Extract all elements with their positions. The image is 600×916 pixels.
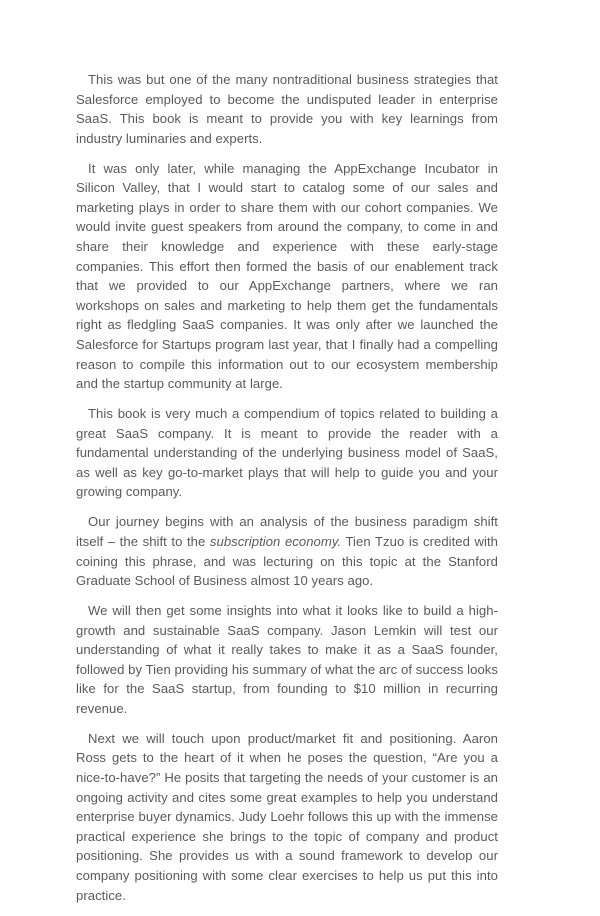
page-body <box>76 70 498 916</box>
paragraph-product-market-fit: Next we will touch upon product/market fit and positioning. Aaron Ross gets to the heart of it when he poses the question, “Are you a nice-to-have?” He posits that targeting the needs of your customer is an ongoing activity and cites some great examples to help you understand enterprise buyer dynamics. Judy Loehr follows this up with the immense practical experience she brings to the topic of company and product positioning. She provides us with a sound framework to develop our company positioning with some clear exercises to help us put this into practice. <box>76 730 498 903</box>
paragraph-appexchange-incubator: It was only later, while managing the AppExchange Incubator in Silicon Valley, that I would start to catalog some of our sales and marketing plays in order to share them with our cohort companies. We would invite guest speakers from around the company, to come in and share their knowledge and experience with these early-stage companies. This effort then formed the basis of our enablement track that we provided to our AppExchange partners, where we ran workshops on sales and marketing to help them get the fundamentals right as fledgling SaaS companies. It was only after we launched the Salesforce for Startups program last year, that I finally had a compelling reason to compile this information out to our ecosystem membership and the startup community at large. <box>76 160 498 392</box>
paragraph-text-after: Tien Tzuo is credited with coining this phrase, and was lecturing on this topic at the Stanford Graduate School of Business almost 10 years ago. <box>76 533 499 589</box>
paragraph-salesforce-strategies: This was but one of the many nontraditional business strategies that Salesforce employed to become the undisputed leader in enterprise SaaS. This book is meant to provide you with key learnings from industry luminaries and experts. <box>76 72 498 146</box>
emphasis-subscription-economy: subscription economy. <box>209 533 342 549</box>
paragraph-book-compendium: This book is very much a compendium of topics related to building a great SaaS company. It is meant to provide the reader with a fundamental understanding of the underlying business model of SaaS, as well as key go-to-market plays that will help to guide you and your growing company. <box>76 406 498 500</box>
paragraph-high-growth-saas: We will then get some insights into what it looks like to build a high-growth and sustainable SaaS company. Jason Lemkin will test our understanding of what it really takes to make it as a SaaS founder, followed by Tien providing his summary of what the arc of success looks like for the SaaS startup, from founding to $10 million in recurring revenue. <box>76 603 498 716</box>
paragraph-subscription-economy <box>76 512 498 590</box>
paragraph-text-before: Our journey begins with an analysis of the business paradigm shift itself – the shift to the <box>76 514 498 549</box>
